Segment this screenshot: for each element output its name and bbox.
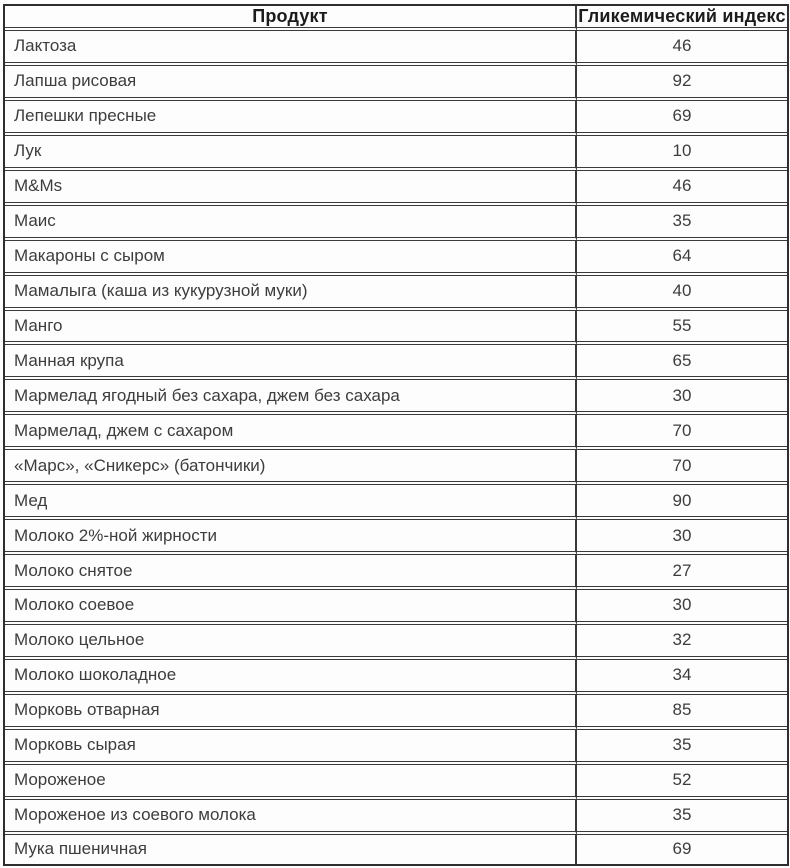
glycemic-index-cell: 69 [577, 101, 787, 136]
table-row [5, 730, 787, 765]
product-cell: «Марс», «Сникерс» (батончики) [5, 450, 577, 485]
product-cell: Мука пшеничная [5, 835, 577, 864]
glycemic-index-cell: 34 [577, 660, 787, 695]
product-cell: Молоко шоколадное [5, 660, 577, 695]
table-row [5, 625, 787, 660]
table-row [5, 276, 787, 311]
table-row [5, 765, 787, 800]
header-row [5, 6, 787, 31]
table-row [5, 450, 787, 485]
glycemic-index-cell: 10 [577, 136, 787, 171]
glycemic-index-cell: 30 [577, 380, 787, 415]
glycemic-index-cell: 65 [577, 345, 787, 380]
glycemic-index-cell: 40 [577, 276, 787, 311]
glycemic-index-table [3, 4, 789, 866]
table-row [5, 101, 787, 136]
table-row [5, 800, 787, 835]
table-row [5, 241, 787, 276]
glycemic-index-cell: 92 [577, 66, 787, 101]
glycemic-index-cell: 30 [577, 590, 787, 625]
table-row [5, 66, 787, 101]
table-row [5, 311, 787, 346]
glycemic-index-cell: 35 [577, 730, 787, 765]
glycemic-index-cell: 85 [577, 695, 787, 730]
product-cell: Макароны с сыром [5, 241, 577, 276]
product-cell: Лепешки пресные [5, 101, 577, 136]
product-cell: Манная крупа [5, 345, 577, 380]
table-row [5, 31, 787, 66]
table-row [5, 380, 787, 415]
product-cell: Мамалыга (каша из кукурузной муки) [5, 276, 577, 311]
product-cell: Морковь сырая [5, 730, 577, 765]
glycemic-index-cell: 30 [577, 520, 787, 555]
product-cell: Мармелад, джем с сахаром [5, 415, 577, 450]
table-row [5, 660, 787, 695]
table-row [5, 485, 787, 520]
glycemic-index-cell: 52 [577, 765, 787, 800]
table-row [5, 555, 787, 590]
product-cell: M&Ms [5, 171, 577, 206]
product-cell: Молоко 2%-ной жирности [5, 520, 577, 555]
table-body [5, 31, 787, 864]
glycemic-index-cell: 46 [577, 31, 787, 66]
product-cell: Мармелад ягодный без сахара, джем без сахара [5, 380, 577, 415]
table-row [5, 835, 787, 864]
product-cell: Молоко снятое [5, 555, 577, 590]
glycemic-index-cell: 90 [577, 485, 787, 520]
product-cell: Молоко цельное [5, 625, 577, 660]
glycemic-index-cell: 70 [577, 415, 787, 450]
glycemic-index-cell: 35 [577, 206, 787, 241]
product-cell: Лапша рисовая [5, 66, 577, 101]
glycemic-index-cell: 27 [577, 555, 787, 590]
table-row [5, 206, 787, 241]
product-cell: Мороженое из соевого молока [5, 800, 577, 835]
product-cell: Молоко соевое [5, 590, 577, 625]
product-cell: Лук [5, 136, 577, 171]
glycemic-index-cell: 46 [577, 171, 787, 206]
table-row [5, 136, 787, 171]
glycemic-index-cell: 55 [577, 311, 787, 346]
table-row [5, 695, 787, 730]
table-row [5, 171, 787, 206]
glycemic-index-cell: 69 [672, 839, 692, 859]
table-header [5, 6, 787, 31]
product-cell: Морковь отварная [5, 695, 577, 730]
table-row [5, 520, 787, 555]
product-cell: Мороженое [5, 765, 577, 800]
column-header-product: Продукт [5, 6, 577, 31]
product-cell: Маис [5, 206, 577, 241]
table-row [5, 345, 787, 380]
product-cell: Лактоза [5, 31, 577, 66]
product-cell: Мед [5, 485, 577, 520]
glycemic-index-cell: 64 [577, 241, 787, 276]
glycemic-index-cell: 70 [577, 450, 787, 485]
glycemic-index-cell: 35 [577, 800, 787, 835]
product-cell: Манго [5, 311, 577, 346]
table-row [5, 590, 787, 625]
table-row [5, 415, 787, 450]
column-header-glycemic-index: Гликемический индекс [577, 6, 787, 31]
glycemic-index-cell: 32 [577, 625, 787, 660]
